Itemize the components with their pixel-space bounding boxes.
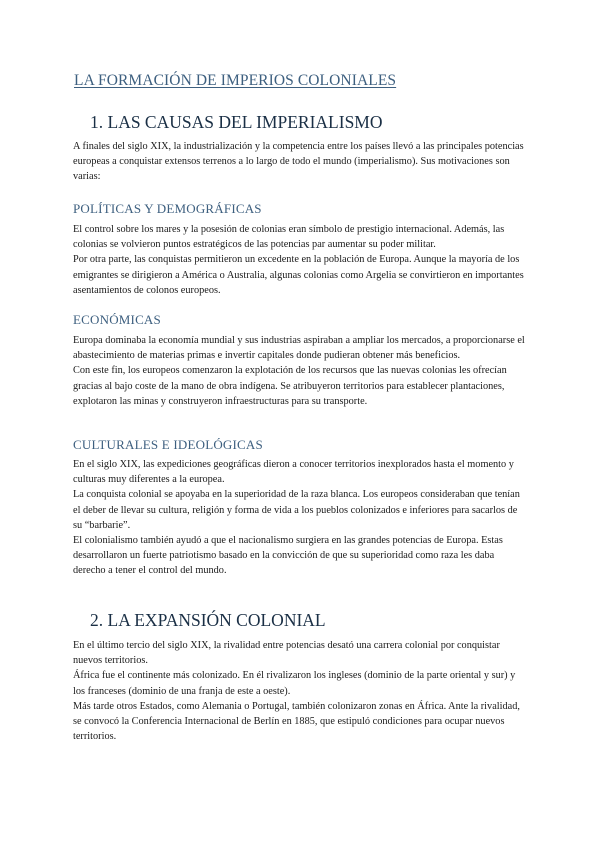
subsection-heading-economicas: ECONÓMICAS [73,312,161,327]
subsection-heading-culturales: CULTURALES E IDEOLÓGICAS [73,437,263,452]
document-title: LA FORMACIÓN DE IMPERIOS COLONIALES [74,72,397,89]
section-heading-expansion: 2. LA EXPANSIÓN COLONIAL [90,610,326,630]
subsection-body-economicas [73,333,529,409]
paragraph: Con este fin, los europeos comenzaron la explotación de los recursos que las nuevas colonias les ofrecían gracias al bajo coste de la mano de obra indígena. Se atribuyeron territorios para establecer plantaciones, explotaron las minas y construyeron infraestructuras para su transporte. [73,365,507,407]
paragraph: A finales del siglo XIX, la industrialización y la competencia entre los países llevó a las principales potencias europeas a conquistar extensos terrenos a lo largo de todo el mundo (imperialismo). Sus motivaciones son varias: [73,141,524,183]
subsection-body-culturales [73,457,529,579]
paragraph: En el último tercio del siglo XIX, la rivalidad entre potencias desató una carrera colonial por conquistar nuevos territorios. [73,640,500,667]
section-heading-causas: 1. LAS CAUSAS DEL IMPERIALISMO [90,112,383,132]
section-body-expansion [73,638,529,744]
paragraph: La conquista colonial se apoyaba en la superioridad de la raza blanca. Los europeos consideraban que tenían el deber de llevar su cultura, religión y forma de vida a los pueblos colonizados e inferiores para sacarlos de su “barbarie”. [73,489,520,531]
paragraph: Europa dominaba la economía mundial y sus industrias aspiraban a ampliar los mercados, a proporcionarse el abastecimiento de materias primas e invertir capitales donde pudieran obtener más beneficios. [73,335,525,362]
section-intro-causas [73,139,529,185]
subsection-heading-politicas: POLÍTICAS Y DEMOGRÁFICAS [73,201,262,216]
paragraph: El colonialismo también ayudó a que el nacionalismo surgiera en las grandes potencias de Europa. Estas desarrollaron un fuerte patriotismo basado en la convicción de que su superioridad como raza les daba derecho a tener el control del mundo. [73,535,503,577]
paragraph: Más tarde otros Estados, como Alemania o Portugal, también colonizaron zonas en África. Ante la rivalidad, se convocó la Conferencia Internacional de Berlín en 1885, que estipuló condiciones para ocupar nuevos territorios. [73,700,520,743]
paragraph: África fue el continente más colonizado. En él rivalizaron los ingleses (dominio de la parte oriental y sur) y los franceses (dominio de una franja de este a oeste). [73,670,516,697]
paragraph: Por otra parte, las conquistas permitieron un excedente en la población de Europa. Aunque la mayoría de los emigrantes se dirigieron a América o Australia, algunas colonias como Argelia se convirtieron en importantes asentamientos de colonos europeos. [73,254,524,296]
subsection-body-politicas [73,222,529,298]
paragraph: El control sobre los mares y la posesión de colonias eran símbolo de prestigio internacional. Además, las colonias se volvieron puntos estratégicos de las potencias par aumentar su poder militar. [73,224,505,251]
paragraph: En el siglo XIX, las expediciones geográficas dieron a conocer territorios inexplorados hasta el momento y culturas muy diferentes a la europea. [73,459,514,486]
